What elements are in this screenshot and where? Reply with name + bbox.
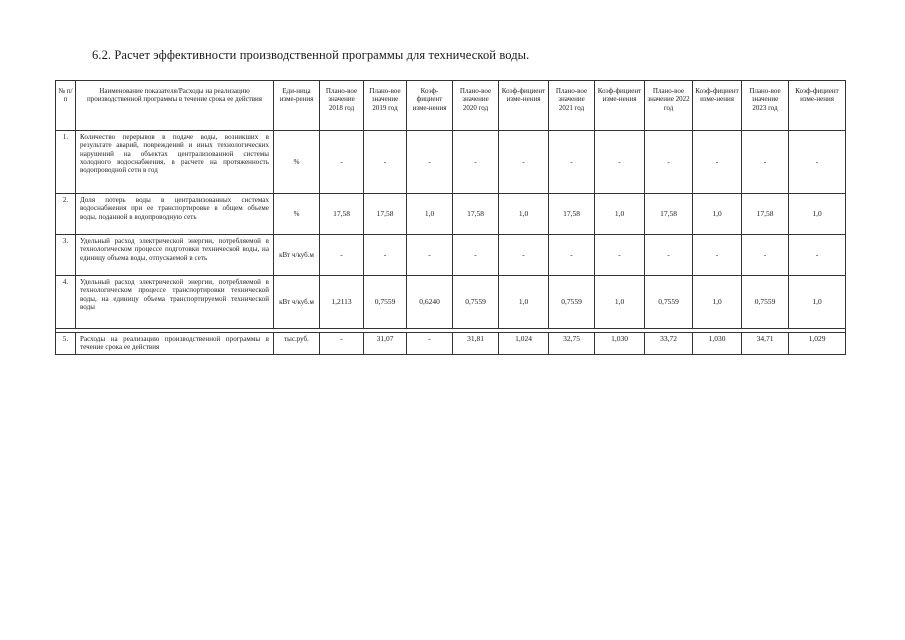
header-plan-2022: Плано-вое значение 2022 год [645,81,693,131]
cell-plan-2022: 17,58 [645,194,693,235]
header-plan-2021: Плано-вое значение 2021 год [549,81,595,131]
cell-coef-2023: - [789,235,846,276]
cell-coef-2020: 1,0 [499,194,549,235]
cell-coef-2021: 1,0 [595,276,645,329]
table-row [56,276,846,329]
header-coef-2023: Коэф-фициент изме-нения [789,81,846,131]
row-indicator-name: Расходы на реализацию производственной программы в течение срока ее действия [76,333,274,355]
cell-plan-2023: - [742,235,789,276]
cell-coef-2020: 1,024 [499,333,549,355]
cell-plan-2021: 0,7559 [549,276,595,329]
header-plan-2020: Плано-вое значение 2020 год [453,81,499,131]
cell-plan-2022: - [645,235,693,276]
document-title: 6.2. Расчет эффективности производственной программы для технической воды. [92,48,530,62]
cell-plan-2023: - [742,131,789,194]
header-plan-2018: Плано-вое значение 2018 год [320,81,364,131]
header-unit: Еди-ница изме-рения [274,81,320,131]
cell-coef-2021: 1,0 [595,194,645,235]
cell-coef-2020: 1,0 [499,276,549,329]
row-unit: % [274,194,320,235]
cell-coef-2023: 1,0 [789,194,846,235]
cell-coef-2023: 1,029 [789,333,846,355]
cell-plan-2020: 17,58 [453,194,499,235]
cell-coef-2022: 1,0 [693,276,742,329]
header-coef-2021: Коэф-фициент изме-нения [595,81,645,131]
row-unit: тыс.руб. [274,333,320,355]
table-header-row [56,81,846,131]
cell-coef-2019: 1,0 [407,194,453,235]
cell-coef-2023: - [789,131,846,194]
cell-plan-2022: - [645,131,693,194]
table-row [56,194,846,235]
cell-coef-2022: - [693,235,742,276]
cell-coef-2019: - [407,131,453,194]
header-plan-2019: Плано-вое значение 2019 год [364,81,407,131]
row-unit: кВт ч/куб.м [274,235,320,276]
table-row [56,333,846,355]
cell-coef-2019: - [407,333,453,355]
cell-plan-2018: - [320,333,364,355]
cell-plan-2021: - [549,131,595,194]
header-number: № п/п [56,81,76,131]
cell-coef-2022: 1,030 [693,333,742,355]
cell-plan-2018: - [320,131,364,194]
header-plan-2023: Плано-вое значение 2023 год [742,81,789,131]
cell-coef-2020: - [499,131,549,194]
row-number: 5. [56,333,76,355]
header-coef-2020: Коэф-фициент изме-нения [499,81,549,131]
cell-coef-2022: 1,0 [693,194,742,235]
row-indicator-name: Удельный расход электрической энергии, потребляемой в технологическом процессе подготовки технической воды, на единицу объема воды, отпускаемой в сеть [76,235,274,276]
header-indicator-name: Наименование показателя/Расходы на реализацию производственной программы в течение срока ее действия [76,81,274,131]
row-indicator-name: Удельный расход электрической энергии, потребляемой в технологическом процессе транспортировки технической воды, на единицу объема транспортируемой технической воды [76,276,274,329]
header-coef-2019: Коэф-фициент изме-нения [407,81,453,131]
table-row [56,235,846,276]
cell-plan-2018: 17,58 [320,194,364,235]
cell-coef-2019: - [407,235,453,276]
cell-plan-2020: - [453,235,499,276]
cell-plan-2020: 0,7559 [453,276,499,329]
cell-plan-2020: 31,81 [453,333,499,355]
cell-coef-2020: - [499,235,549,276]
cell-coef-2021: - [595,235,645,276]
cell-coef-2019: 0,6240 [407,276,453,329]
table-body [56,131,846,355]
cell-plan-2022: 0,7559 [645,276,693,329]
cell-plan-2023: 0,7559 [742,276,789,329]
row-indicator-name: Доля потерь воды в централизованных системах водоснабжения при ее транспортировке в общем объеме воды, поданной в водопроводную сеть [76,194,274,235]
cell-plan-2020: - [453,131,499,194]
efficiency-table [55,80,846,355]
cell-coef-2021: - [595,131,645,194]
row-number: 2. [56,194,76,235]
cell-plan-2021: 32,75 [549,333,595,355]
cell-coef-2023: 1,0 [789,276,846,329]
cell-plan-2022: 33,72 [645,333,693,355]
table-row [56,131,846,194]
cell-plan-2019: 17,58 [364,194,407,235]
cell-plan-2023: 17,58 [742,194,789,235]
cell-plan-2019: - [364,235,407,276]
cell-plan-2019: 0,7559 [364,276,407,329]
row-indicator-name: Количество перерывов в подаче воды, возникших в результате аварий, повреждений и иных технологических нарушений на объектах централизованной системы холодного водоснабжения, в расчете на протяженность водопроводной сети в год [76,131,274,194]
row-number: 3. [56,235,76,276]
cell-plan-2018: - [320,235,364,276]
cell-plan-2023: 34,71 [742,333,789,355]
row-number: 4. [56,276,76,329]
cell-plan-2021: - [549,235,595,276]
cell-plan-2018: 1,2113 [320,276,364,329]
cell-plan-2019: - [364,131,407,194]
cell-plan-2021: 17,58 [549,194,595,235]
cell-plan-2019: 31,07 [364,333,407,355]
row-number: 1. [56,131,76,194]
header-coef-2022: Коэф-фициент изме-нения [693,81,742,131]
row-unit: % [274,131,320,194]
row-unit: кВт ч/куб.м [274,276,320,329]
cell-coef-2022: - [693,131,742,194]
cell-coef-2021: 1,030 [595,333,645,355]
